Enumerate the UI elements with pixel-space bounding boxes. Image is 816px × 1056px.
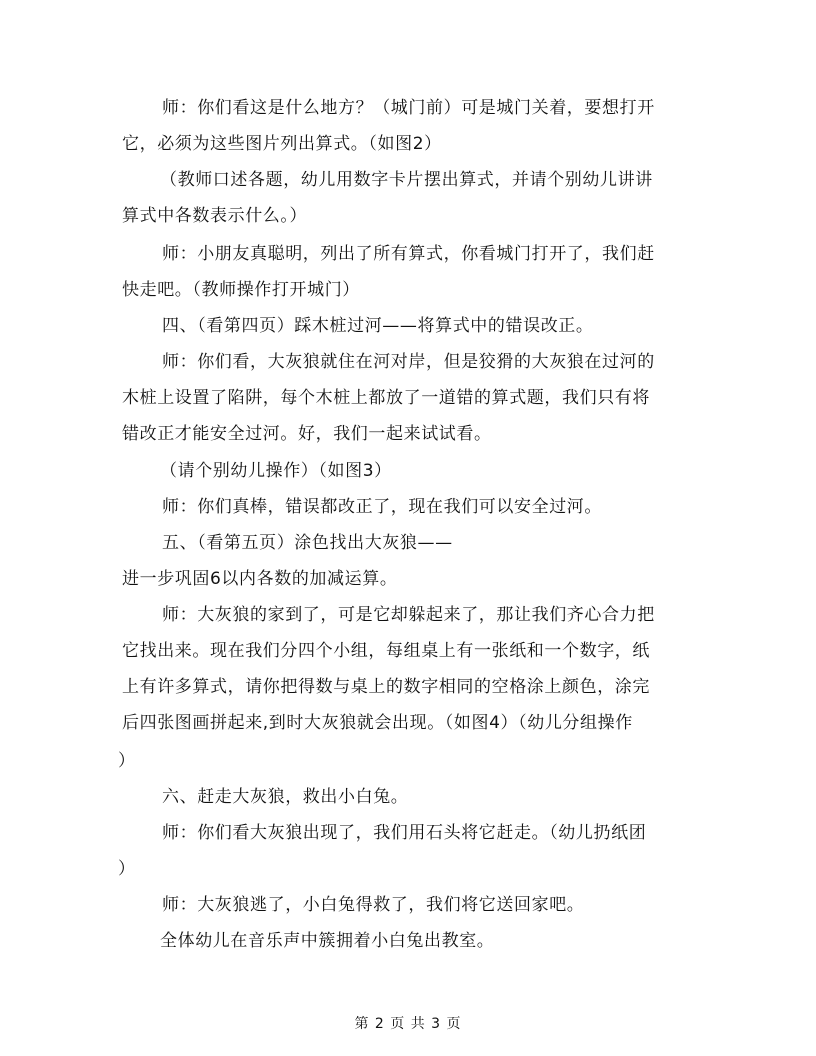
section-heading-4: 四、（看第四页）踩木桩过河——将算式中的错误改正。: [162, 316, 594, 336]
section-heading-6: 六、赶走大灰狼，救出小白兔。: [162, 787, 409, 807]
paragraph-line: 师：大灰狼的家到了，可是它却躲起来了，那让我们齐心合力把: [162, 605, 655, 625]
paragraph-line: 它找出来。现在我们分四个小组，每组桌上有一张纸和一个数字，纸: [122, 641, 650, 661]
paragraph-line: 师：你们看大灰狼出现了，我们用石头将它赶走。（幼儿扔纸团: [162, 823, 647, 843]
paragraph-line: 它，必须为这些图片列出算式。（如图2）: [122, 134, 442, 154]
paragraph-line: ）: [118, 859, 136, 879]
paragraph-line: 师：你们真棒，错误都改正了，现在我们可以安全过河。: [162, 497, 602, 517]
section-heading-5: 五、（看第五页）涂色找出大灰狼——: [162, 533, 453, 553]
paragraph-line: 全体幼儿在音乐声中簇拥着小白兔出教室。: [160, 931, 495, 951]
paragraph-line: 快走吧。（教师操作打开城门）: [122, 280, 360, 300]
paragraph-line: 木桩上设置了陷阱，每个木桩上都放了一道错的算式题，我们只有将: [122, 388, 650, 408]
paragraph-line: 师：你们看，大灰狼就住在河对岸，但是狡猾的大灰狼在过河的: [162, 352, 655, 372]
paragraph-line: 师：你们看这是什么地方？（城门前）可是城门关着，要想打开: [162, 98, 655, 118]
paragraph-line: 进一步巩固6以内各数的加减运算。: [122, 569, 398, 589]
page-number-footer: 第 2 页 共 3 页: [354, 1016, 462, 1032]
paragraph-line: 师：大灰狼逃了，小白兔得救了，我们将它送回家吧。: [162, 895, 585, 915]
paragraph-line: 师：小朋友真聪明，列出了所有算式，你看城门打开了，我们赶: [162, 244, 655, 264]
paragraph-line: （教师口述各题，幼儿用数字卡片摆出算式，并请个别幼儿讲讲: [160, 170, 653, 190]
paragraph-line: ）: [118, 751, 136, 771]
paragraph-line: 后四张图画拼起来,到时大灰狼就会出现。（如图4）（幼儿分组操作: [122, 713, 633, 733]
paragraph-line: （请个别幼儿操作）（如图3）: [160, 461, 392, 481]
paragraph-line: 错改正才能安全过河。好，我们一起来试试看。: [122, 424, 492, 444]
paragraph-line: 算式中各数表示什么。）: [122, 206, 308, 226]
paragraph-line: 上有许多算式，请你把得数与桌上的数字相同的空格涂上颜色，涂完: [122, 677, 650, 697]
